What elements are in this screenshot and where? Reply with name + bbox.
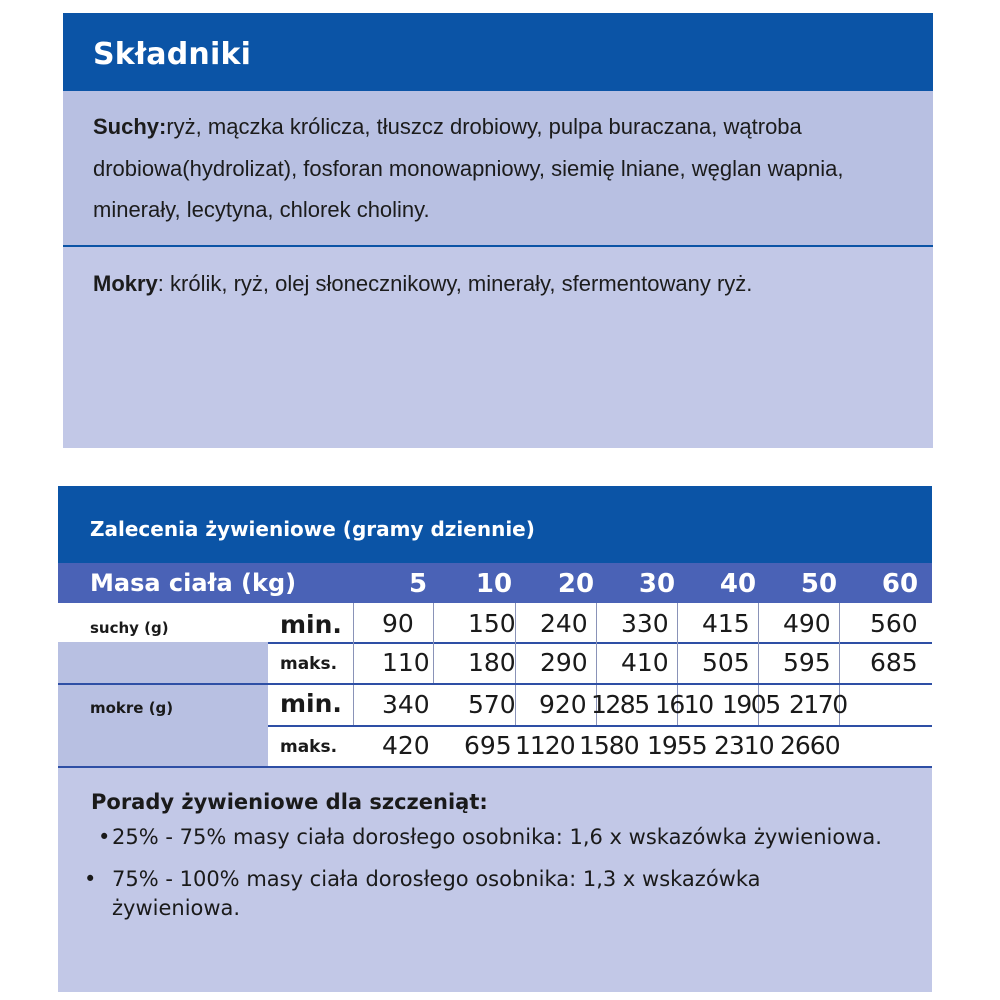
mass-value: 60: [881, 569, 919, 599]
puppy-tips-title: Porady żywieniowe dla szczeniąt:: [91, 790, 488, 814]
column-divider: [353, 603, 354, 683]
table-cell: 595: [783, 648, 831, 677]
mass-value: 50: [800, 569, 838, 599]
dry-ingredients-list: ryż, mączka królicza, tłuszcz drobiowy, pulpa buraczana, wątroba drobiowa(hydrolizat), fosforan monowapniowy, siemię lniane, węglan wapnia, minerały, lecytyna, chlorek choliny.: [93, 114, 844, 222]
table-cell: 505: [702, 648, 750, 677]
table-cell: 240: [540, 609, 588, 638]
column-divider: [433, 603, 434, 683]
table-cell: 150: [468, 609, 516, 638]
table-cell: 570: [468, 690, 516, 719]
feeding-header: [58, 486, 932, 563]
wet-ingredients-section: [63, 247, 933, 448]
table-cell: 410: [621, 648, 669, 677]
max-label: maks.: [280, 654, 338, 674]
ingredients-title: Składniki: [93, 37, 252, 72]
column-divider: [596, 603, 597, 683]
table-cell: 1955: [647, 731, 707, 760]
table-cell: 490: [783, 609, 831, 638]
column-divider: [677, 603, 678, 683]
puppy-tip-item: [98, 823, 928, 852]
table-cell: 2170: [789, 690, 847, 719]
table-cell: 685: [870, 648, 918, 677]
table-cell: 2660: [780, 731, 840, 760]
table-cell: 110: [382, 648, 430, 677]
body-mass-label: Masa ciała (kg): [90, 569, 297, 597]
table-cell: 1610: [655, 690, 713, 719]
table-cell: 340: [382, 690, 430, 719]
bullet-icon: •: [98, 825, 111, 849]
mass-value: 30: [638, 569, 676, 599]
table-cell: 1285: [591, 690, 649, 719]
table-cell: 560: [870, 609, 918, 638]
table-cell: 1120: [515, 731, 575, 760]
mass-value: 5: [408, 569, 428, 599]
dry-ingredients-text: [93, 106, 923, 231]
table-cell: 2310: [714, 731, 774, 760]
puppy-tips-section: [58, 768, 932, 992]
mass-value: 40: [719, 569, 757, 599]
dry-max-values-band: [268, 642, 932, 683]
wet-row-label: mokre (g): [90, 699, 174, 717]
table-cell: 415: [702, 609, 750, 638]
mass-value: 10: [475, 569, 513, 599]
table-cell: 695: [464, 731, 512, 760]
puppy-tip-text: 75% - 100% masy ciała dorosłego osobnika: 1,3 x wskazówka żywieniowa.: [112, 867, 761, 920]
ingredients-header: [63, 13, 933, 91]
puppy-tip-text: 25% - 75% masy ciała dorosłego osobnika: 1,6 x wskazówka żywieniowa.: [112, 825, 882, 849]
min-label: min.: [280, 610, 342, 639]
column-divider: [839, 603, 840, 683]
body-mass-row: [58, 563, 932, 603]
feeding-panel: [58, 486, 932, 992]
column-divider: [758, 603, 759, 683]
section-divider: [58, 683, 932, 685]
table-cell: 330: [621, 609, 669, 638]
dry-ingredients-section: [63, 91, 933, 247]
table-cell: 1580: [579, 731, 639, 760]
dry-row-label: suchy (g): [90, 619, 169, 637]
wet-ingredients-list: : królik, ryż, olej słonecznikowy, minerały, sfermentowany ryż.: [157, 271, 753, 296]
column-divider: [353, 685, 354, 725]
table-cell: 90: [382, 609, 414, 638]
table-cell: 420: [382, 731, 430, 760]
wet-label: Mokry: [93, 271, 158, 296]
feeding-title: Zalecenia żywieniowe (gramy dziennie): [90, 517, 535, 541]
row-divider: [268, 725, 932, 727]
table-cell: 1905: [722, 690, 780, 719]
wet-ingredients-text: [93, 263, 923, 305]
table-cell: 180: [468, 648, 516, 677]
row-divider: [268, 642, 932, 644]
min-label: min.: [280, 689, 342, 718]
ingredients-panel: [63, 13, 933, 448]
mass-value: 20: [557, 569, 595, 599]
max-label: maks.: [280, 737, 338, 757]
dry-label: Suchy:: [93, 114, 167, 139]
table-cell: 290: [540, 648, 588, 677]
bullet-icon: •: [84, 867, 97, 891]
puppy-tip-item: [84, 865, 832, 923]
table-cell: 920: [539, 690, 587, 719]
